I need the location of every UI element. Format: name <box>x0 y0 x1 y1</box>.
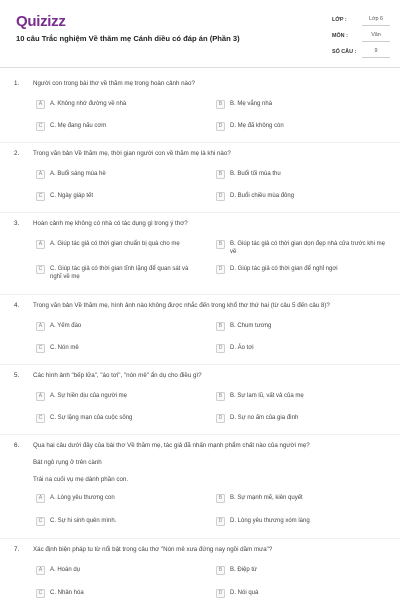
option-text: A. Giúp tác giả có thời gian chuẩn bị quà cho mẹ <box>50 241 180 247</box>
meta-key: MÔN : <box>332 33 348 39</box>
question-divider <box>0 212 400 213</box>
question-text: Người con trong bài thơ về thăm mẹ trong hoàn cảnh nào? <box>33 80 195 87</box>
question-text: Trong văn bản Về thăm mẹ, hình ảnh nào không được nhắc đến trong khổ thơ thứ hai (từ câu 5 đến câu 8)? <box>33 302 330 309</box>
question-divider <box>0 434 400 435</box>
question-quote-line: Trái na cuối vụ mẹ dành phần con. <box>33 476 129 483</box>
option-text: A. Sự hiền dịu của người mẹ <box>50 393 128 399</box>
option-text: D. Lòng yêu thương xóm làng <box>230 518 310 524</box>
question-text: Qua hai câu dưới đây của bài thơ Về thăm mẹ, tác giả đã nhấn mạnh phẩm chất nào của người mẹ? <box>33 442 310 449</box>
option-text: B. Chum tương <box>230 323 272 329</box>
meta-value: 9 <box>362 46 390 58</box>
option-letter-box: B <box>216 392 225 401</box>
meta-subject <box>332 30 392 46</box>
question-number: 6. <box>14 442 20 449</box>
option-text: D. Nói quá <box>230 590 259 596</box>
option-text: C. Nón mê <box>50 345 79 351</box>
question-number: 2. <box>14 150 20 157</box>
option-letter-box: C <box>36 122 45 131</box>
option-text: C. Ngày giáp tết <box>50 193 94 199</box>
question-text: Hoàn cảnh mẹ không có nhà có tác dụng gì trong ý thơ? <box>33 220 188 227</box>
worksheet-header <box>0 0 400 68</box>
question-number: 4. <box>14 302 20 309</box>
option-text: B. Điệp từ <box>230 567 258 573</box>
option-letter-box: B <box>216 566 225 575</box>
question-divider <box>0 364 400 365</box>
meta-key: LỚP : <box>332 17 347 23</box>
option-text: D. Sự no ấm của gia đình <box>230 415 299 421</box>
option-letter-box: A <box>36 100 45 109</box>
option-letter-box: B <box>216 494 225 503</box>
question-divider <box>0 538 400 539</box>
question-text: Trong văn bản Về thăm mẹ, thời gian người con về thăm mẹ là khi nào? <box>33 150 231 157</box>
option-letter-box: C <box>36 414 45 423</box>
option-text: C. Giúp tác giả có thời gian tĩnh lặng để quan sát và nghĩ về mẹ <box>50 266 189 280</box>
option-text: A. Yếm đào <box>50 323 82 329</box>
option-letter-box: D <box>216 589 225 598</box>
option-letter-box: C <box>36 344 45 353</box>
option-text: B. Sự lam lũ, vất vả của mẹ <box>230 393 304 399</box>
worksheet-meta <box>332 14 392 62</box>
option-text: A. Buổi sáng mùa hè <box>50 171 106 177</box>
option-text: D. Buổi chiều mùa đông <box>230 193 295 199</box>
option-text: A. Không nhớ đường về nhà <box>50 101 127 107</box>
option-letter-box: D <box>216 414 225 423</box>
option-letter-box: D <box>216 517 225 526</box>
option-letter-box: D <box>216 122 225 131</box>
question-quote-line: Bát ngô rụng ở trên cành <box>33 459 102 466</box>
option-text: D. Áo tơi <box>230 345 254 351</box>
option-text: C. Sự hi sinh quên mình. <box>50 518 117 524</box>
option-letter-box: B <box>216 170 225 179</box>
option-text: B. Buổi tối mùa thu <box>230 171 281 177</box>
option-text: A. Hoán dụ <box>50 567 81 573</box>
question-number: 3. <box>14 220 20 227</box>
quizizz-logo: Quizizz <box>16 13 66 30</box>
worksheet-title: 10 câu Trắc nghiệm Về thăm mẹ Cánh diều có đáp án (Phần 3) <box>16 34 240 43</box>
option-letter-box: A <box>36 494 45 503</box>
meta-grade <box>332 14 392 30</box>
option-letter-box: A <box>36 566 45 575</box>
meta-value: Văn <box>362 30 390 42</box>
question-divider <box>0 294 400 295</box>
option-text: B. Mẹ vắng nhà <box>230 101 273 107</box>
option-letter-box: D <box>216 265 225 274</box>
option-letter-box: B <box>216 240 225 249</box>
question-text: Các hình ảnh "bếp lửa", "áo tơi", "nón mê" ẩn dụ cho điều gì? <box>33 372 202 379</box>
question-number: 1. <box>14 80 20 87</box>
option-text: B. Sự mạnh mẽ, kiên quyết <box>230 495 303 501</box>
meta-value: Lớp 6 <box>362 14 390 26</box>
option-letter-box: C <box>36 265 45 274</box>
option-text: B. Giúp tác giả có thời gian dọn đẹp nhà cửa trước khi mẹ về <box>230 241 385 255</box>
option-letter-box: A <box>36 170 45 179</box>
option-text: C. Mẹ đang nấu cơm <box>50 123 107 129</box>
option-letter-box: A <box>36 240 45 249</box>
option-text: C. Sự lặng mạn của cuộc sống <box>50 415 133 421</box>
option-text: D. Mẹ đã không còn <box>230 123 284 129</box>
question-text: Xác định biện pháp tu từ nổi bật trong câu thơ "Nón mê xưa đứng nay ngồi dầm mưa"? <box>33 546 273 553</box>
option-text: D. Giúp tác giả có thời gian để nghỉ ngơi <box>230 266 338 272</box>
meta-question-count <box>332 46 392 62</box>
option-text: A. Lòng yêu thương con <box>50 495 115 501</box>
option-letter-box: B <box>216 100 225 109</box>
option-letter-box: C <box>36 192 45 201</box>
meta-key: SỐ CÂU : <box>332 49 357 55</box>
question-divider <box>0 142 400 143</box>
option-letter-box: C <box>36 517 45 526</box>
option-letter-box: B <box>216 322 225 331</box>
option-letter-box: C <box>36 589 45 598</box>
option-text: C. Nhân hóa <box>50 590 84 596</box>
question-number: 7. <box>14 546 20 553</box>
option-letter-box: A <box>36 392 45 401</box>
option-letter-box: D <box>216 192 225 201</box>
option-letter-box: D <box>216 344 225 353</box>
option-letter-box: A <box>36 322 45 331</box>
question-number: 5. <box>14 372 20 379</box>
